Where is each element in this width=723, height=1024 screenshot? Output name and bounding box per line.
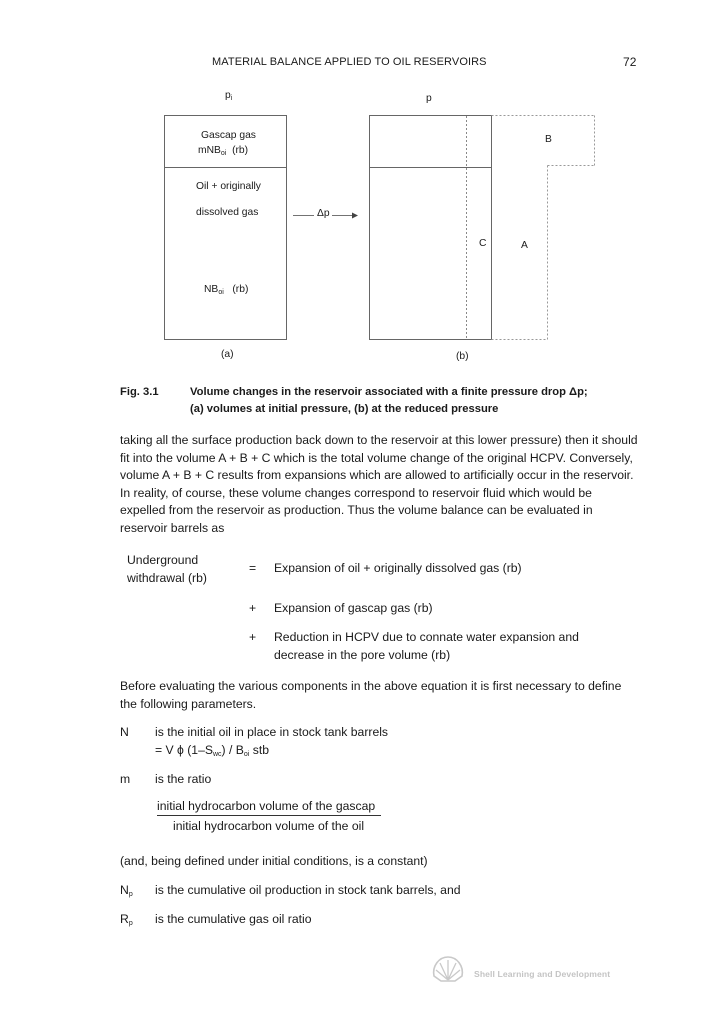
def-m-text: is the ratio	[155, 772, 212, 786]
eq-term-hcpv-reduction-line1: Reduction in HCPV due to connate water expansion and	[274, 630, 579, 644]
eq-term-oil-expansion: Expansion of oil + originally dissolved gas (rb)	[274, 561, 522, 575]
footer-brand-text: Shell Learning and Development	[474, 969, 611, 979]
figure-caption-label: Fig. 3.1	[120, 386, 159, 398]
box-b-outline	[370, 116, 492, 340]
volume-a-label: A	[521, 240, 528, 251]
eq-plus-2: +	[249, 630, 257, 644]
arrow-head	[352, 213, 358, 219]
volume-b-label: B	[545, 134, 552, 145]
figure-caption-line1: Volume changes in the reservoir associated with a finite pressure drop Δp;	[190, 386, 588, 398]
figure-caption-line2: (a) volumes at initial pressure, (b) at the reduced pressure	[190, 403, 499, 415]
def-m-symbol: m	[120, 772, 131, 786]
fraction-bar	[157, 815, 381, 816]
oil-volume-label: $NB_{oi}$ (rb)	[204, 284, 249, 296]
label-pi: $p_i$	[225, 90, 233, 102]
running-header-title: MATERIAL BALANCE APPLIED TO OIL RESERVOIRS	[212, 56, 487, 68]
def-n-text: is the initial oil in place in stock tank barrels	[155, 725, 389, 739]
body-paragraph-1: taking all the surface production back down to the reservoir at this lower pressure) then it should fit into the volume A + B + C which is the total volume change of the original HCPV. Conversely, volume A + B + C results from expansions which are allowed to artificially occur in the reservoir. In reality, of course, these volume changes correspond to reservoir fluid which would be expelled from the reservoir as production. Thus the volume balance can be evaluated in reservoir barrels as	[120, 433, 638, 535]
eq-left-line2: withdrawal (rb)	[127, 571, 207, 585]
volume-c-label: C	[479, 238, 487, 249]
oil-label-line2: dissolved gas	[196, 207, 259, 218]
fraction-numerator: initial hydrocarbon volume of the gascap	[157, 799, 376, 813]
delta-p-label: Δp	[317, 208, 330, 219]
eq-plus-1: +	[249, 601, 257, 615]
fraction-denominator: initial hydrocarbon volume of the oil	[173, 819, 365, 833]
eq-equals: =	[249, 561, 257, 575]
figure-diagram	[0, 0, 723, 380]
def-np-text: is the cumulative oil production in stock tank barrels, and	[155, 883, 461, 897]
gascap-volume-label: mNB$_{oi}$ (rb)	[198, 145, 249, 157]
def-rp-symbol: $R_p$	[120, 912, 133, 927]
def-np-symbol: $N_p$	[120, 883, 133, 898]
eq-term-gascap-expansion: Expansion of gascap gas (rb)	[274, 601, 433, 615]
label-p: p	[426, 93, 432, 104]
sublabel-a: (a)	[221, 349, 234, 360]
def-rp-text: is the cumulative gas oil ratio	[155, 912, 312, 926]
def-n-symbol: N	[120, 725, 129, 739]
shell-logo-icon	[431, 954, 465, 989]
eq-term-hcpv-reduction-line2: decrease in the pore volume (rb)	[274, 648, 451, 662]
page-number: 72	[623, 55, 637, 69]
def-n-formula: = V ϕ $(1-S_{wc}) / B_{oi}$ stb	[155, 743, 270, 758]
sublabel-b: (b)	[456, 351, 469, 362]
constant-note: (and, being defined under initial conditions, is a constant)	[120, 854, 428, 868]
oil-label-line1: Oil + originally	[196, 181, 261, 192]
gascap-label: Gascap gas	[201, 130, 256, 141]
body-paragraph-2: Before evaluating the various components in the above equation it is first necessary to define the following parameters.	[120, 679, 622, 711]
eq-left-line1: Underground	[127, 553, 199, 567]
